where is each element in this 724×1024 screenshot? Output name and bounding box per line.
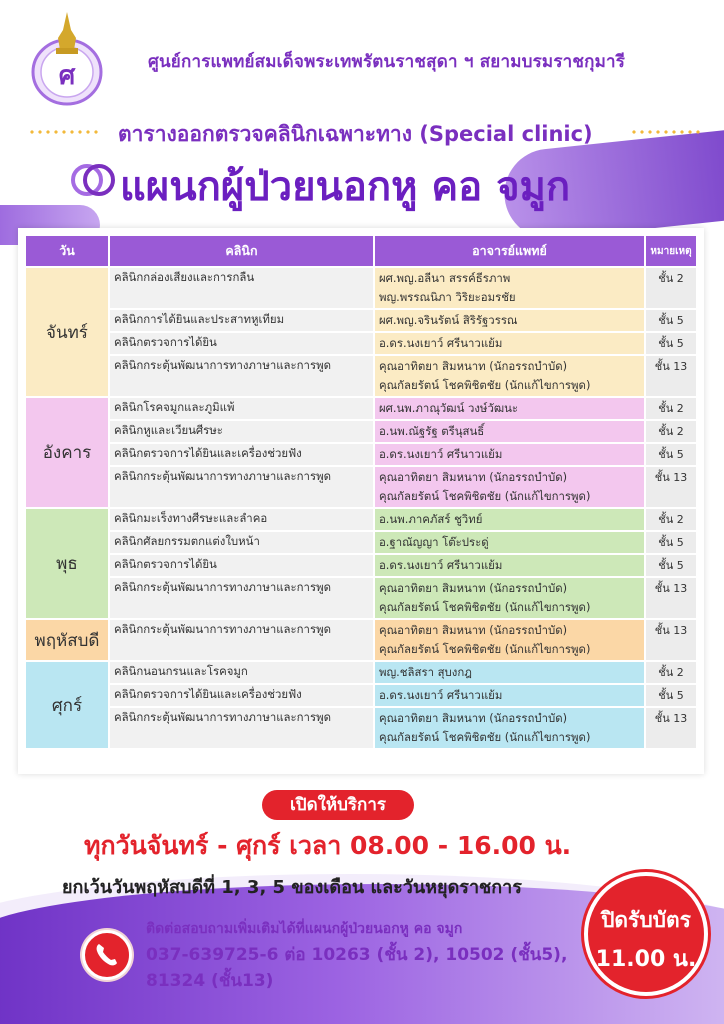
hospital-name: ศูนย์การแพทย์สมเด็จพระเทพรัตนราชสุดา ฯ สยามบรมราชกุมารี [148, 52, 626, 72]
doctor-cell [375, 685, 644, 706]
schedule-subtitle: ตารางออกตรวจคลินิกเฉพาะทาง (Special clinic) [118, 122, 593, 146]
floor-note: ชั้น 5 [646, 532, 696, 553]
floor-note: ชั้น 5 [646, 444, 696, 465]
day-cell: ศุกร์ [26, 662, 108, 748]
doctor-name: ผศ.พญ.อลีนา สรรค์ธีรภาพ [378, 271, 511, 285]
doctor-name: พญ.ชลิสรา สุบงกฎ [378, 665, 472, 679]
schedule-table [24, 234, 698, 750]
doctor-name: อ.ดร.นงเยาว์ ศรีนาวแย้ม [378, 558, 503, 572]
floor-note: ชั้น 13 [646, 620, 696, 660]
doctor-name: คุณอาทิตยา สิมหนาท (นักอรรถบำบัด) [378, 711, 568, 725]
clinic-cell: คลินิกนอนกรนและโรคจมูก [110, 662, 373, 683]
clinic-cell: คลินิกกระตุ้นพัฒนาการทางภาษาและการพูด [110, 356, 373, 396]
decorative-dots [630, 128, 702, 136]
phone-numbers-line: 037-639725-6 ต่อ 10263 (ชั้น 2), 10502 (ชั้น5), [146, 945, 568, 965]
table-header-row [26, 236, 696, 266]
clinic-cell: คลินิกหูและเวียนศีรษะ [110, 421, 373, 442]
doctor-cell [375, 708, 644, 748]
clinic-cell: คลินิกกระตุ้นพัฒนาการทางภาษาและการพูด [110, 467, 373, 507]
table-row [26, 467, 696, 507]
schedule-body [26, 268, 696, 748]
svg-text:ศ: ศ [58, 61, 76, 91]
header [30, 10, 710, 110]
doctor-cell [375, 398, 644, 419]
decorative-dots [28, 128, 100, 136]
contact-label: ติดต่อสอบถามเพิ่มเติมได้ที่แผนกผู้ป่วยนอกหู คอ จมูก [146, 921, 463, 937]
doctor-cell [375, 356, 644, 396]
doctor-name: อ.ดร.นงเยาว์ ศรีนาวแย้ม [378, 336, 503, 350]
doctor-cell [375, 532, 644, 553]
doctor-cell [375, 310, 644, 331]
clinic-cell: คลินิกกระตุ้นพัฒนาการทางภาษาและการพูด [110, 578, 373, 618]
contact-phones [146, 942, 576, 994]
floor-note: ชั้น 2 [646, 268, 696, 308]
doctor-name: อ.ดร.นงเยาว์ ศรีนาวแย้ม [378, 447, 503, 461]
floor-note: ชั้น 5 [646, 555, 696, 576]
floor-note: ชั้น 2 [646, 398, 696, 419]
doctor-name: ผศ.พญ.จรินรัตน์ สิริรัฐวรรณ [378, 313, 518, 327]
column-header-note: หมายเหตุ [646, 236, 696, 266]
phone-icon [82, 930, 132, 980]
day-cell: อังคาร [26, 398, 108, 507]
clinic-cell: คลินิกตรวจการได้ยินและเครื่องช่วยฟัง [110, 444, 373, 465]
doctor-name: คุณกัลยรัตน์ โชคพิชิตชัย (นักแก้ไขการพูด) [378, 600, 591, 614]
floor-note: ชั้น 13 [646, 356, 696, 396]
doctor-cell [375, 555, 644, 576]
table-row [26, 356, 696, 396]
doctor-cell [375, 578, 644, 618]
clinic-cell: คลินิกโรคจมูกและภูมิแพ้ [110, 398, 373, 419]
table-row [26, 310, 696, 331]
column-header-day: วัน [26, 236, 108, 266]
clinic-cell: คลินิกกระตุ้นพัฒนาการทางภาษาและการพูด [110, 620, 373, 660]
doctor-cell [375, 333, 644, 354]
doctor-name: คุณอาทิตยา สิมหนาท (นักอรรถบำบัด) [378, 623, 568, 637]
column-header-doctor: อาจารย์แพทย์ [375, 236, 644, 266]
clinic-cell: คลินิกกระตุ้นพัฒนาการทางภาษาและการพูด [110, 708, 373, 748]
day-cell: พุธ [26, 509, 108, 618]
closing-time-badge [584, 872, 708, 996]
closing-label: ปิดรับบัตร [601, 908, 691, 932]
open-service-badge: เปิดให้บริการ [262, 790, 414, 820]
doctor-cell [375, 444, 644, 465]
column-header-clinic: คลินิก [110, 236, 373, 266]
schedule-table-card [18, 228, 704, 774]
floor-note: ชั้น 2 [646, 509, 696, 530]
rings-icon [70, 158, 116, 202]
table-row [26, 421, 696, 442]
table-row [26, 268, 696, 308]
table-row [26, 532, 696, 553]
clinic-cell: คลินิกตรวจการได้ยิน [110, 333, 373, 354]
table-row [26, 333, 696, 354]
doctor-cell [375, 662, 644, 683]
closing-time: 11.00 น. [595, 947, 697, 972]
table-row [26, 620, 696, 660]
doctor-cell [375, 421, 644, 442]
clinic-cell: คลินิกตรวจการได้ยิน [110, 555, 373, 576]
doctor-name: อ.นพ.ภาคภัสร์ ชูวิทย์ [378, 512, 483, 526]
floor-note: ชั้น 5 [646, 685, 696, 706]
doctor-cell [375, 620, 644, 660]
table-row [26, 444, 696, 465]
service-exception: ยกเว้นวันพฤหัสบดีที่ 1, 3, 5 ของเดือน และวันหยุดราชการ [62, 877, 522, 898]
table-row [26, 555, 696, 576]
clinic-cell: คลินิกมะเร็งทางศีรษะและลำคอ [110, 509, 373, 530]
doctor-name: อ.นพ.ณัฐรัฐ ตรีนุสนธิ์ [378, 424, 485, 438]
doctor-name: คุณอาทิตยา สิมหนาท (นักอรรถบำบัด) [378, 359, 568, 373]
hospital-seal-icon [30, 10, 104, 106]
floor-note: ชั้น 2 [646, 421, 696, 442]
floor-note: ชั้น 5 [646, 333, 696, 354]
contact-info [146, 918, 576, 994]
clinic-cell: คลินิกตรวจการได้ยินและเครื่องช่วยฟัง [110, 685, 373, 706]
clinic-cell: คลินิกการได้ยินและประสาทหูเทียม [110, 310, 373, 331]
floor-note: ชั้น 13 [646, 467, 696, 507]
doctor-name: อ.ฐาณัญญา โต๊ะประดู่ [378, 535, 489, 549]
floor-note: ชั้น 5 [646, 310, 696, 331]
floor-note: ชั้น 13 [646, 578, 696, 618]
phone-glyph [85, 933, 129, 977]
table-row [26, 685, 696, 706]
doctor-name: พญ.พรรณนิภา วิริยะอมรชัย [378, 290, 516, 304]
floor-note: ชั้น 13 [646, 708, 696, 748]
day-cell: พฤหัสบดี [26, 620, 108, 660]
clinic-cell: คลินิกกล่องเสียงและการกลืน [110, 268, 373, 308]
doctor-name: ผศ.นพ.ภาณุวัฒน์ วงษ์วัฒนะ [378, 401, 519, 415]
doctor-name: คุณกัลยรัตน์ โชคพิชิตชัย (นักแก้ไขการพูด) [378, 378, 591, 392]
doctor-cell [375, 467, 644, 507]
doctor-name: คุณอาทิตยา สิมหนาท (นักอรรถบำบัด) [378, 581, 568, 595]
doctor-cell [375, 509, 644, 530]
doctor-name: คุณอาทิตยา สิมหนาท (นักอรรถบำบัด) [378, 470, 568, 484]
doctor-name: คุณกัลยรัตน์ โชคพิชิตชัย (นักแก้ไขการพูด) [378, 489, 591, 503]
service-hours: ทุกวันจันทร์ - ศุกร์ เวลา 08.00 - 16.00 น. [84, 831, 572, 860]
doctor-name: อ.ดร.นงเยาว์ ศรีนาวแย้ม [378, 688, 503, 702]
phone-numbers-line: 81324 (ชั้น13) [146, 971, 274, 991]
table-row [26, 578, 696, 618]
doctor-name: คุณกัลยรัตน์ โชคพิชิตชัย (นักแก้ไขการพูด) [378, 730, 591, 744]
department-title: แผนกผู้ป่วยนอกหู คอ จมูก [120, 164, 571, 210]
day-cell: จันทร์ [26, 268, 108, 396]
floor-note: ชั้น 2 [646, 662, 696, 683]
table-row [26, 398, 696, 419]
doctor-cell [375, 268, 644, 308]
table-row [26, 509, 696, 530]
table-row [26, 708, 696, 748]
clinic-cell: คลินิกศัลยกรรมตกแต่งใบหน้า [110, 532, 373, 553]
table-row [26, 662, 696, 683]
doctor-name: คุณกัลยรัตน์ โชคพิชิตชัย (นักแก้ไขการพูด) [378, 642, 591, 656]
